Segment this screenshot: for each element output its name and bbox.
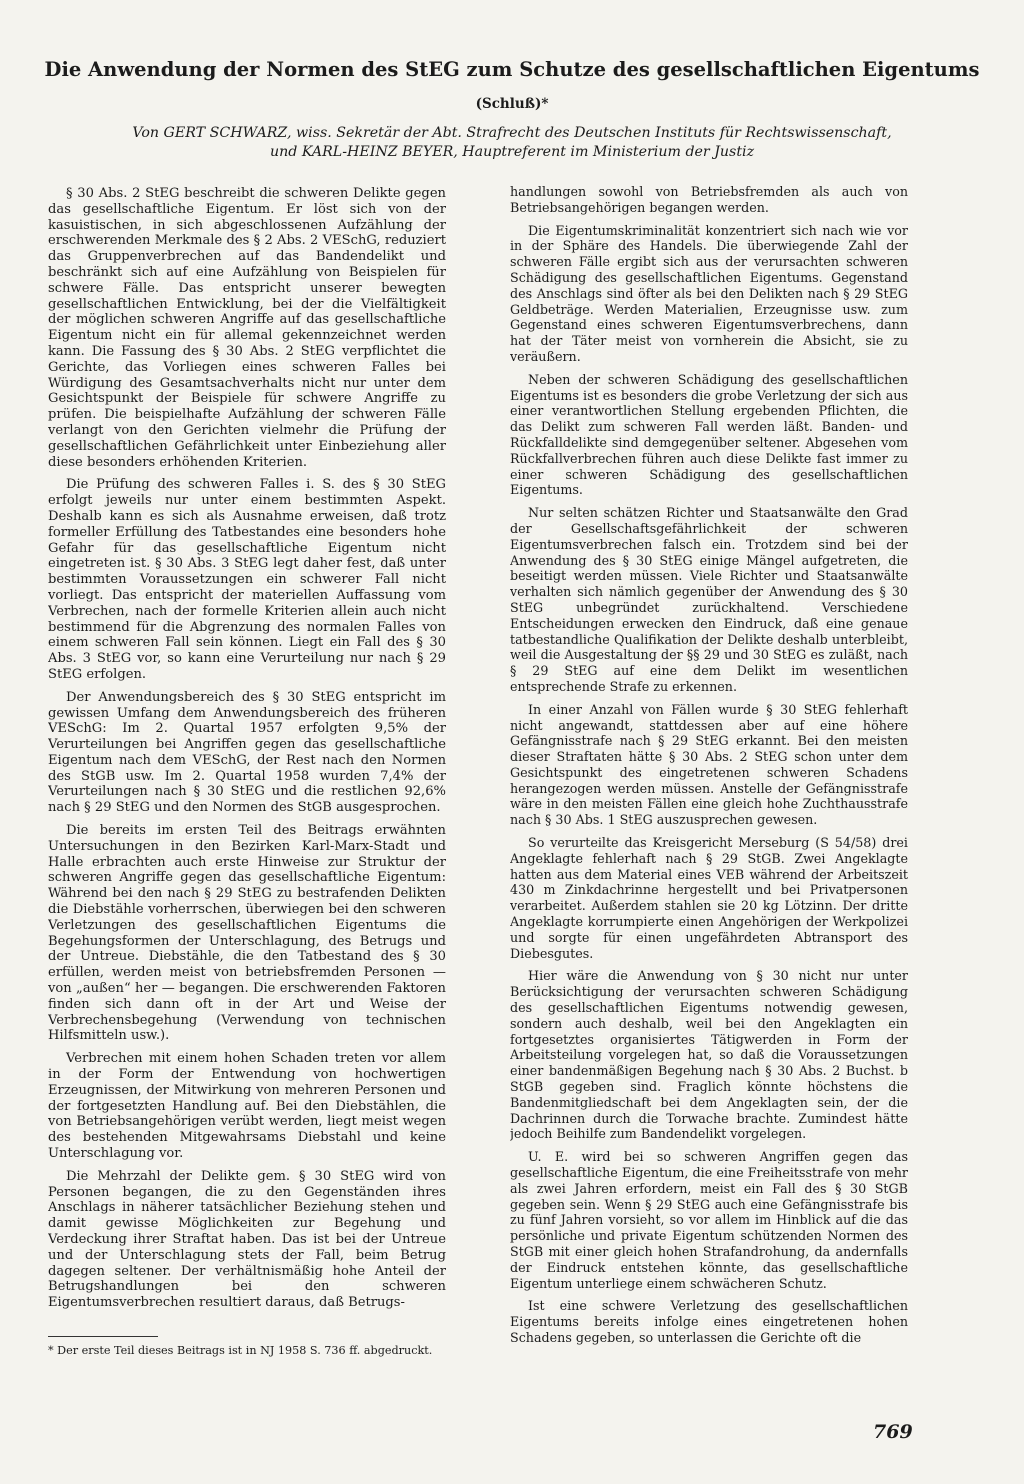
article-subtitle: (Schluß)* — [475, 96, 549, 112]
page-number: 769 — [873, 1421, 913, 1443]
authors-line-2: und KARL-HEINZ BEYER, Hauptreferent im Ministerium der Justiz — [269, 144, 755, 160]
paragraph: Die Prüfung des schweren Falles i. S. des § 30 StEG erfolgt jeweils nur unter einem bestimmten Aspekt. Deshalb kann es sich als Ausnahme erweisen, daß trotz formeller Erfüllung des Tatbestandes eine besonders hohe Gefahr für das gesellschaftliche Eigentum nicht eingetreten ist. § 30 Abs. 3 StEG legt daher fest, daß unter bestimmten Voraussetzungen ein schwerer Fall nicht vorliegt. Das entspricht der materiellen Auffassung vom Verbrechen, nach der formelle Kriterien allein auch nicht bestimmend für die Abgrenzung des normalen Falles von einem schweren Fall sein können. Liegt ein Fall des § 30 Abs. 3 StEG vor, so kann eine Verurteilung nur nach § 29 StEG erfolgen. — [48, 477, 446, 682]
paragraph: Ist eine schwere Verletzung des gesellschaftlichen Eigentums bereits infolge eines eingetretenen hohen Schadens gegeben, so unterlassen die Gerichte oft die — [510, 1298, 908, 1345]
paragraph: Die bereits im ersten Teil des Beitrags erwähnten Untersuchungen in den Bezirken Karl-Marx-Stadt und Halle erbrachten auch erste Hinweise zur Struktur der schweren Angriffe gegen das gesellschaftliche Eigentum: Während bei den nach § 29 StEG zu bestrafenden Delikten die Diebstähle vorherrschen, überwiegen bei den schweren Verletzungen des gesellschaftlichen Eigentums die Begehungsformen der Unterschlagung, des Betrugs und der Untreue. Diebstähle, die den Tatbestand des § 30 erfüllen, werden meist von betriebsfremden Personen — von „außen“ her — begangen. Die erschwerenden Faktoren finden sich dann oft in der Art und Weise der Verbrechensbegehung (Verwendung von technischen Hilfsmitteln usw.). — [48, 823, 446, 1044]
paragraph: Die Eigentumskriminalität konzentriert sich nach wie vor in der Sphäre des Handels. Die überwiegende Zahl der schweren Fälle ergibt sich aus der verursachten schweren Schädigung des gesellschaftlichen Eigentums. Gegenstand des Anschlags sind öfter als bei den Delikten nach § 29 StEG Geldbeträge. Werden Materialien, Erzeugnisse usw. zum Gegenstand eines schweren Eigentumsverbrechens, dann hat der Täter meist von vornherein die Absicht, sie zu veräußern. — [510, 222, 908, 364]
authors-line-1: Von GERT SCHWARZ, wiss. Sekretär der Abt. Strafrecht des Deutschen Instituts für Rechtswissenschaft, — [132, 125, 892, 141]
paragraph: Hier wäre die Anwendung von § 30 nicht nur unter Berücksichtigung der verursachten schweren Schädigung des gesellschaftlichen Eigentums notwendig gewesen, sondern auch deshalb, weil bei den Angeklagten ein fortgesetztes organisiertes Tätigwerden in Form der Arbeitsteilung vorgelegen hat, so daß die Voraussetzungen einer bandenmäßigen Begehung nach § 30 Abs. 2 Buchst. b StGB gegeben sind. Fraglich könnte höchstens die Bandenmitgliedschaft bei dem Angeklagten sein, der die Dachrinnen durch die Torwache brachte. Zumindest hätte jedoch Beihilfe zum Bandendelikt vorgelegen. — [510, 968, 908, 1142]
left-column — [48, 186, 446, 1320]
paragraph: In einer Anzahl von Fällen wurde § 30 StEG fehlerhaft nicht angewandt, stattdessen aber auf eine höhere Gefängnisstrafe nach § 29 StEG erkannt. Bei den meisten dieser Straftaten hätte § 30 Abs. 2 StEG schon unter dem Gesichtspunkt des eingetretenen schweren Schadens herangezogen werden müssen. Anstelle der Gefängnisstrafe wäre in den meisten Fällen eine gleich hohe Zuchthausstrafe nach § 30 Abs. 1 StEG auszusprechen gewesen. — [510, 701, 908, 828]
paragraph: Verbrechen mit einem hohen Schaden treten vor allem in der Form der Entwendung von hochwertigen Erzeugnissen, der Mitwirkung von mehreren Personen und der fortgesetzten Handlung auf. Bei den Diebstählen, die von Betriebsangehörigen verübt werden, liegt meist wegen des bestehenden Mitgewahrsams Diebstahl und keine Unterschlagung vor. — [48, 1051, 446, 1162]
paragraph: So verurteilte das Kreisgericht Merseburg (S 54/58) drei Angeklagte fehlerhaft nach § 29 StGB. Zwei Angeklagte hatten aus dem Material eines VEB während der Arbeitszeit 430 m Zinkdachrinne hergestellt und bei Privatpersonen verarbeitet. Außerdem stahlen sie 20 kg Lötzinn. Der dritte Angeklagte korrumpierte einen Angehörigen der Werkpolizei und sorgte für einen ungefährdeten Abtransport des Diebesgutes. — [510, 835, 908, 961]
paragraph: Der Anwendungsbereich des § 30 StEG entspricht im gewissen Umfang dem Anwendungsbereich des früheren VESchG: Im 2. Quartal 1957 erfolgten 9,5% der Verurteilungen bei Angriffen gegen das gesellschaftliche Eigentum nach dem VESchG, der Rest nach den Normen des StGB usw. Im 2. Quartal 1958 wurden 7,4% der Verurteilungen nach § 30 StEG und die restlichen 92,6% nach § 29 StEG und den Normen des StGB ausgesprochen. — [48, 689, 446, 816]
paragraph: Nur selten schätzen Richter und Staatsanwälte den Grad der Gesellschaftsgefährlichkeit der schweren Eigentumsverbrechen falsch ein. Trotzdem sind bei der Anwendung des § 30 StEG einige Mängel aufgetreten, die beseitigt werden müssen. Viele Richter und Staatsanwälte verhalten sich nämlich gegenüber der Anwendung des § 30 StEG unbegründet zurückhaltend. Verschiedene Entscheidungen erwecken den Eindruck, daß eine genaue tatbestandliche Qualifikation der Delikte deshalb unterbleibt, weil die Ausgestaltung der §§ 29 und 30 StEG es zuläßt, nach § 29 StEG auf eine dem Delikt im wesentlichen entsprechende Strafe zu erkennen. — [510, 505, 908, 694]
right-column — [510, 184, 908, 1370]
paragraph: handlungen sowohl von Betriebsfremden als auch von Betriebsangehörigen begangen werden. — [510, 184, 908, 215]
article-title: Die Anwendung der Normen des StEG zum Schutze des gesellschaftlichen Eigentums — [44, 58, 980, 81]
paragraph: Neben der schweren Schädigung des gesellschaftlichen Eigentums ist es besonders die grobe Verletzung der sich aus einer verantwortlichen Stellung ergebenden Pflichten, die das Delikt zum schweren Fall werden läßt. Banden- und Rückfalldelikte sind demgegenüber seltener. Abgesehen vom Rückfallverbrechen führen auch diese Delikte fast immer zu einer schweren Schädigung des gesellschaftlichen Eigentums. — [510, 371, 908, 498]
footnote-divider — [48, 1336, 158, 1337]
paragraph: U. E. wird bei so schweren Angriffen gegen das gesellschaftliche Eigentum, die eine Freiheitsstrafe von mehr als zwei Jahren erfordern, meist ein Fall des § 30 StGB gegeben sein. Wenn § 29 StEG auch eine Gefängnisstrafe bis zu fünf Jahren vorsieht, so vor allem im Hinblick auf die das persönliche und private Eigentum schützenden Normen des StGB mit einer gleich hohen Strafandrohung, da andernfalls der Eindruck entstehen könnte, das gesellschaftliche Eigentum unterliege einem schwächeren Schutz. — [510, 1149, 908, 1291]
paragraph: § 30 Abs. 2 StEG beschreibt die schweren Delikte gegen das gesellschaftliche Eigentum. Er löst sich von der kasuistischen, in sich abgeschlossenen Aufzählung der erschwerenden Merkmale des § 2 Abs. 2 VESchG, reduziert das Gruppenverbrechen auf das Bandendelikt und beschränkt sich auf eine Aufzählung von Beispielen für schwere Fälle. Das entspricht unserer bewegten gesellschaftlichen Entwicklung, bei der die Vielfältigkeit der möglichen schweren Angriffe auf das gesellschaftliche Eigentum nicht ein für allemal gekennzeichnet werden kann. Die Fassung des § 30 Abs. 2 StEG verpflichtet die Gerichte, das Vorliegen eines schweren Falles bei Würdigung des Gesamtsachverhalts nicht nur unter dem Gesichtspunkt der Beispiele für schwere Angriffe zu prüfen. Die beispielhafte Aufzählung der schweren Fälle verlangt von den Gerichten vielmehr die Prüfung der gesellschaftlichen Gefährlichkeit unter Einbeziehung aller diese besonders erhöhenden Kriterien. — [48, 186, 446, 470]
paragraph: Die Mehrzahl der Delikte gem. § 30 StEG wird von Personen begangen, die zu den Gegenständen ihres Anschlags in näherer tatsächlicher Beziehung stehen und damit gewisse Möglichkeiten zur Begehung und Verdeckung ihrer Straftat haben. Das ist bei der Untreue und der Unterschlagung stets der Fall, beim Betrug dagegen seltener. Der verhältnismäßig hohe Anteil der Betrugshandlungen bei den schweren Eigentumsverbrechen resultiert daraus, daß Betrugs- — [48, 1168, 446, 1311]
footnote: * Der erste Teil dieses Beitrags ist in NJ 1958 S. 736 ff. abgedruckt. — [48, 1344, 433, 1357]
article-authors — [60, 124, 964, 162]
